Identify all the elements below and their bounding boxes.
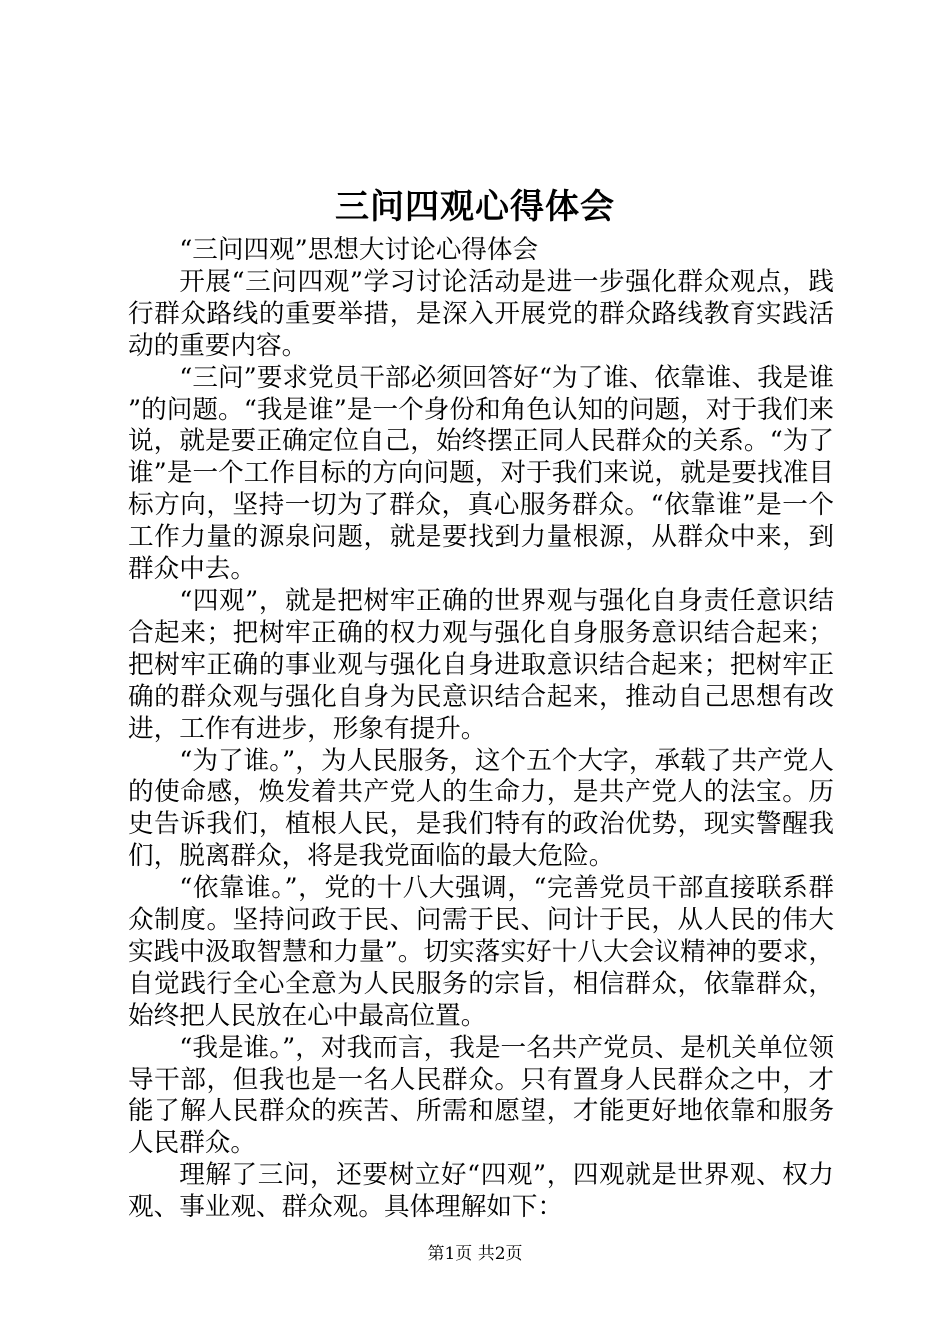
paragraph: 开展“三问四观”学习讨论活动是进一步强化群众观点，践行群众路线的重要举措，是深入开展党的群众路线教育实践活动的重要内容。 <box>128 266 834 361</box>
page-footer: 第1页 共2页 <box>427 1244 523 1264</box>
paragraph: “依靠谁。”，党的十八大强调，“完善党员干部直接联系群众制度。坚持问政于民、问需于民、问计于民，从人民的伟大实践中汲取智慧和力量”。切实落实好十八大会议精神的要求，自觉践行全心全意为人民服务的宗旨，相信群众，依靠群众，始终把人民放在心中最高位置。 <box>128 873 834 1031</box>
paragraph: 理解了三问，还要树立好“四观”，四观就是世界观、权力观、事业观、群众观。具体理解如下： <box>128 1160 834 1223</box>
document-body <box>128 235 834 1224</box>
paragraph-subtitle: “三问四观”思想大讨论心得体会 <box>179 235 539 265</box>
paragraph: “我是谁。”，对我而言，我是一名共产党员、是机关单位领导干部，但我也是一名人民群众。只有置身人民群众之中，才能了解人民群众的疾苦、所需和愿望，才能更好地依靠和服务人民群众。 <box>128 1032 834 1159</box>
paragraph: “四观”，就是把树牢正确的世界观与强化自身责任意识结合起来；把树牢正确的权力观与强化自身服务意识结合起来；把树牢正确的事业观与强化自身进取意识结合起来；把树牢正确的群众观与强化自身为民意识结合起来，推动自己思想有改进，工作有进步，形象有提升。 <box>128 585 834 744</box>
paragraph: “三问”要求党员干部必须回答好“为了谁、依靠谁、我是谁”的问题。“我是谁”是一个身份和角色认知的问题，对于我们来说，就是要正确定位自己，始终摆正同人民群众的关系。“为了谁”是一个工作目标的方向问题，对于我们来说，就是要找准目标方向，坚持一切为了群众，真心服务群众。“依靠谁”是一个工作力量的源泉问题，就是要找到力量根源，从群众中来，到群众中去。 <box>128 362 834 585</box>
document-title: 三问四观心得体会 <box>335 187 615 227</box>
paragraph: “为了谁。”，为人民服务，这个五个大字，承载了共产党人的使命感，焕发着共产党人的生命力，是共产党人的法宝。历史告诉我们，植根人民，是我们特有的政治优势，现实警醒我们，脱离群众，将是我党面临的最大危险。 <box>128 745 834 872</box>
